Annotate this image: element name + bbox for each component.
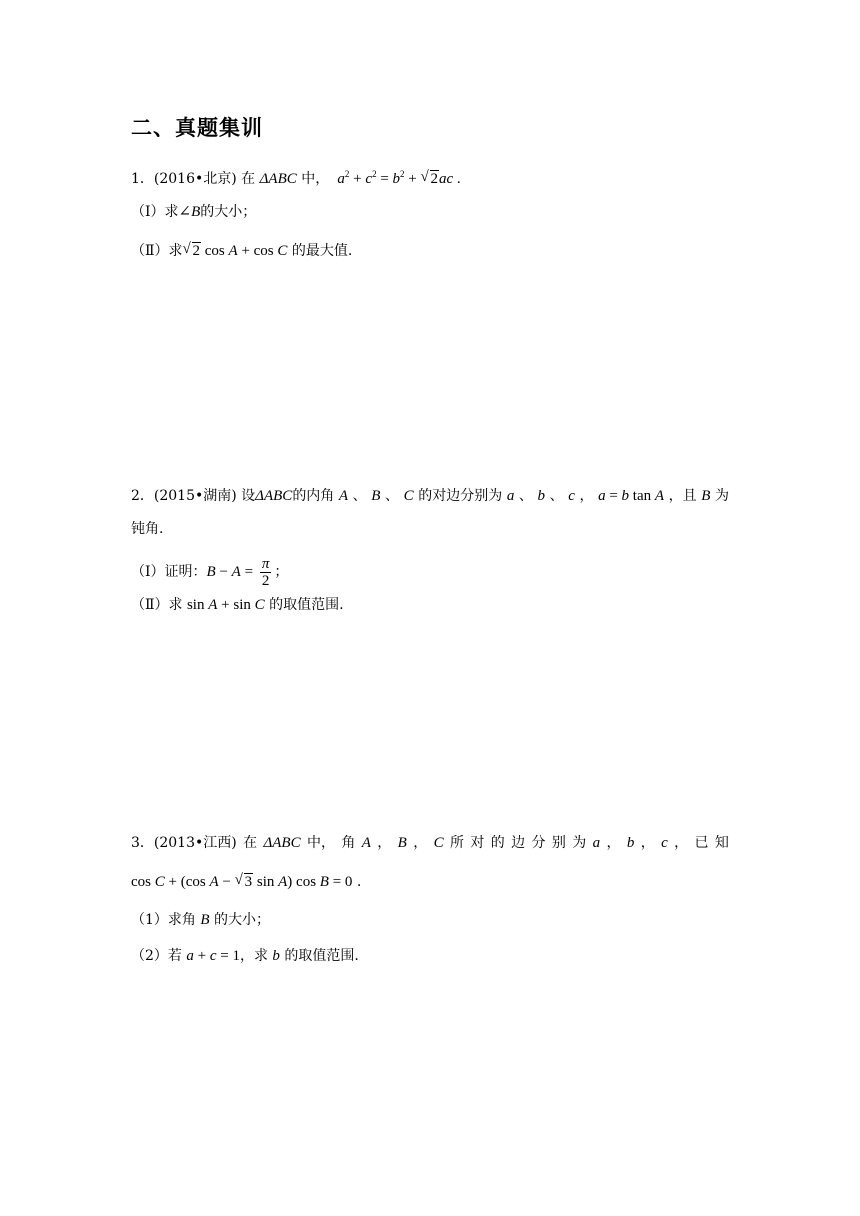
problem-2-stem: 2．(2015•湖南) 设ΔABC的内角 A 、 B 、 C 的对边分别为 a 、 b 、 c ， a = b tan A ，且 B 为 xyxy=(131,488,729,504)
problem-3-equation: cos C + (cos A − √ 3 sin A) cos B = 0 . xyxy=(131,872,361,892)
problem-1-part-2: （Ⅱ）求√ 2 cos A + cos C 的最大值. xyxy=(131,241,352,261)
problem-1-equation: $a^2 + c^2 = b^2$ + √ 2ac . xyxy=(334,171,461,187)
problem-2-part-2: （Ⅱ）求 sin A + sin C 的取值范围. xyxy=(131,597,344,613)
problem-3-part-2: （2）若 a + c = 1，求 b 的取值范围. xyxy=(131,948,359,964)
problem-1-stem: 1．(2016•北京) 在 ΔABC 中， $a^2 + c^2 = b^2$ + √ 2ac . xyxy=(131,164,461,189)
problem-2-part-1: （Ⅰ）证明：B − A = $\frac{\pi}{2}$ ； xyxy=(131,556,289,589)
problem-2-stem-line-2: 钝角. xyxy=(131,521,164,537)
section-title: 二、真题集训 xyxy=(131,116,263,140)
problem-3-stem: 3．(2013•江西) 在 ΔABC 中， 角 A ， B ， C 所 对 的 边 分 别 为 a ， b ， c ， 已 知 xyxy=(131,835,729,851)
problem-1-part-1: （Ⅰ）求∠B的大小； xyxy=(131,204,257,220)
triangle-abc: ΔABC xyxy=(259,171,297,187)
problem-3-part-1: （1）求角 B 的大小； xyxy=(131,912,270,928)
problem-1-prefix: 1．(2016•北京) 在 xyxy=(131,171,260,187)
